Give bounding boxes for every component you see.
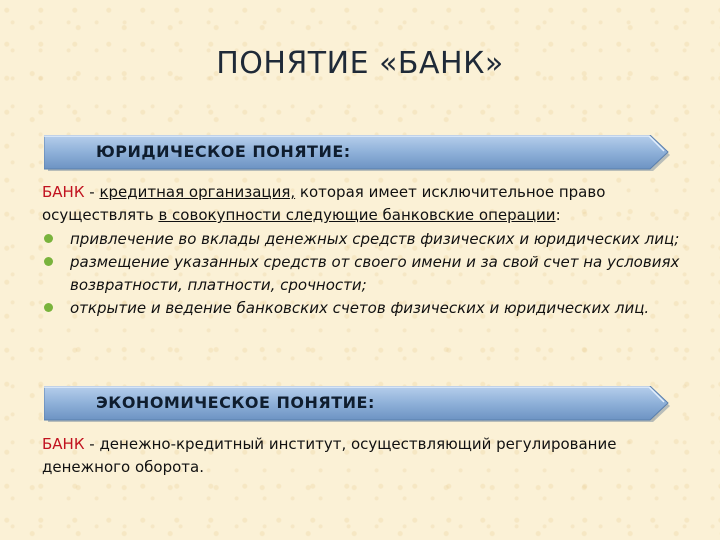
economic-dash: - bbox=[84, 435, 100, 453]
page-title: ПОНЯТИЕ «БАНК» bbox=[216, 46, 504, 81]
bullet-dot-icon bbox=[44, 234, 53, 243]
legal-def-underlined-2: в совокупности следующие банковские операции bbox=[158, 206, 556, 224]
economic-concept-heading: ЭКОНОМИЧЕСКОЕ ПОНЯТИЕ: bbox=[96, 393, 375, 412]
legal-def-rest: которая имеет исключительное право осуществлять bbox=[42, 183, 606, 224]
bullet-dot-icon bbox=[44, 257, 53, 266]
legal-colon: : bbox=[555, 206, 561, 224]
legal-definition bbox=[42, 181, 682, 227]
list-item-text: размещение указанных средств от своего имени и за свой счет на условиях возвратности, платности, срочности; bbox=[70, 253, 680, 294]
legal-def-underlined: кредитная организация, bbox=[99, 183, 296, 201]
list-item bbox=[42, 228, 682, 251]
bullet-dot-icon bbox=[44, 303, 53, 312]
legal-dash: - bbox=[84, 183, 100, 201]
legal-concept-heading: ЮРИДИЧЕСКОЕ ПОНЯТИЕ: bbox=[96, 142, 351, 161]
economic-term: БАНК bbox=[42, 435, 85, 453]
list-item-text: привлечение во вклады денежных средств физических и юридических лиц; bbox=[70, 230, 680, 248]
economic-concept-banner bbox=[44, 386, 670, 422]
economic-definition bbox=[42, 433, 682, 479]
list-item-text: открытие и ведение банковских счетов физических и юридических лиц. bbox=[70, 299, 650, 317]
legal-term: БАНК bbox=[42, 183, 85, 201]
economic-def-text: денежно-кредитный институт, осуществляющий регулирование денежного оборота. bbox=[42, 435, 617, 476]
list-item bbox=[42, 297, 682, 320]
banking-operations-list bbox=[42, 228, 682, 320]
list-item bbox=[42, 251, 682, 297]
legal-concept-banner bbox=[44, 135, 670, 171]
